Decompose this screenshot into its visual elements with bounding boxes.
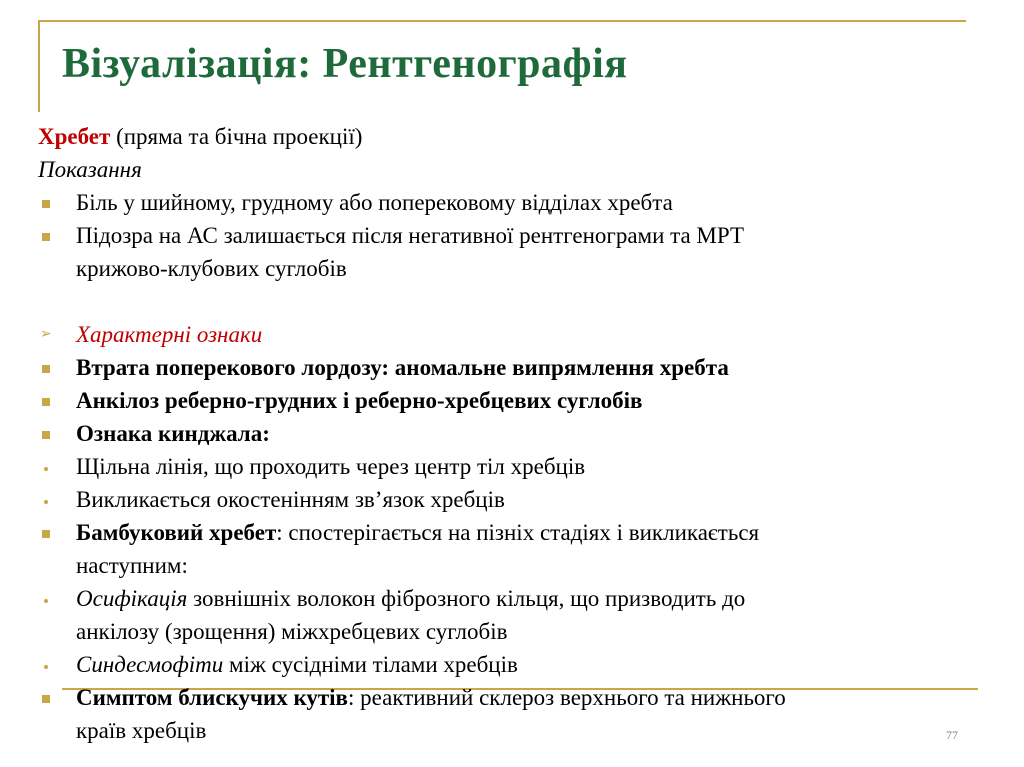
corners-term: Симптом блискучих кутів	[76, 685, 348, 710]
square-bullet-icon	[38, 417, 76, 450]
list-item	[38, 582, 978, 648]
arrow-bullet-icon	[38, 318, 76, 351]
list-item	[38, 351, 978, 384]
indications-heading-text: Показання	[38, 157, 142, 182]
corners-rest: : реактивний склероз верхнього та нижнього	[347, 685, 786, 710]
spacer	[38, 285, 978, 318]
spine-line	[38, 120, 978, 153]
list-item	[38, 681, 978, 747]
indication-item-2-cont: крижово-клубових суглобів	[76, 256, 347, 281]
indications-heading	[38, 153, 978, 186]
dot-bullet-icon	[38, 450, 76, 483]
square-bullet-icon	[38, 681, 76, 714]
list-item	[38, 483, 978, 516]
square-bullet-icon	[38, 384, 76, 417]
bamboo-rest: : спостерігається на пізніх стадіях і викликається	[276, 520, 760, 545]
frame-top-rule	[38, 20, 966, 22]
ossification-term: Осифікація	[76, 586, 188, 611]
features-heading-text: Характерні ознаки	[76, 322, 263, 347]
list-item	[38, 450, 978, 483]
dot-bullet-icon	[38, 648, 76, 681]
page-number: 77	[946, 728, 958, 742]
list-item	[38, 648, 978, 681]
indication-item-1: Біль у шийному, грудному або поперековому відділах хребта	[76, 190, 673, 215]
list-item	[38, 417, 978, 450]
ossification-rest: зовнішніх волокон фіброзного кільця, що призводить до	[187, 586, 746, 611]
spine-term: Хребет	[38, 124, 111, 149]
features-heading	[38, 318, 978, 351]
square-bullet-icon	[38, 219, 76, 252]
square-bullet-icon	[38, 186, 76, 219]
feature-lordosis: Втрата поперекового лордозу: аномальне випрямлення хребта	[76, 355, 729, 380]
spine-qualifier: (пряма та бічна проекції)	[116, 124, 363, 149]
bamboo-cont: наступним:	[76, 553, 188, 578]
feature-dagger: Ознака кинджала:	[76, 421, 270, 446]
list-item	[38, 516, 978, 582]
bamboo-term: Бамбуковий хребет	[76, 520, 277, 545]
list-item	[38, 186, 978, 219]
corners-cont: країв хребців	[76, 718, 207, 743]
list-item	[38, 384, 978, 417]
list-item	[38, 219, 978, 285]
dot-bullet-icon	[38, 582, 76, 615]
dagger-sub-2: Викликається окостенінням зв’язок хребців	[76, 487, 505, 512]
square-bullet-icon	[38, 516, 76, 549]
indication-item-2: Підозра на АС залишається після негативної рентгенограми та МРТ	[76, 223, 744, 248]
slide-content	[38, 120, 978, 747]
feature-ankylosis: Анкілоз реберно-грудних і реберно-хребцевих суглобів	[76, 388, 643, 413]
frame-left-rule	[38, 20, 40, 112]
square-bullet-icon	[38, 351, 76, 384]
ossification-cont: анкілозу (зрощення) міжхребцевих суглобів	[76, 619, 508, 644]
dagger-sub-1: Щільна лінія, що проходить через центр тіл хребців	[76, 454, 586, 479]
slide-title: Візуалізація: Рентгенографія	[62, 41, 628, 87]
syndesmophytes-term: Синдесмофіти	[76, 652, 224, 677]
syndesmophytes-rest: між сусідніми тілами хребців	[223, 652, 518, 677]
dot-bullet-icon	[38, 483, 76, 516]
